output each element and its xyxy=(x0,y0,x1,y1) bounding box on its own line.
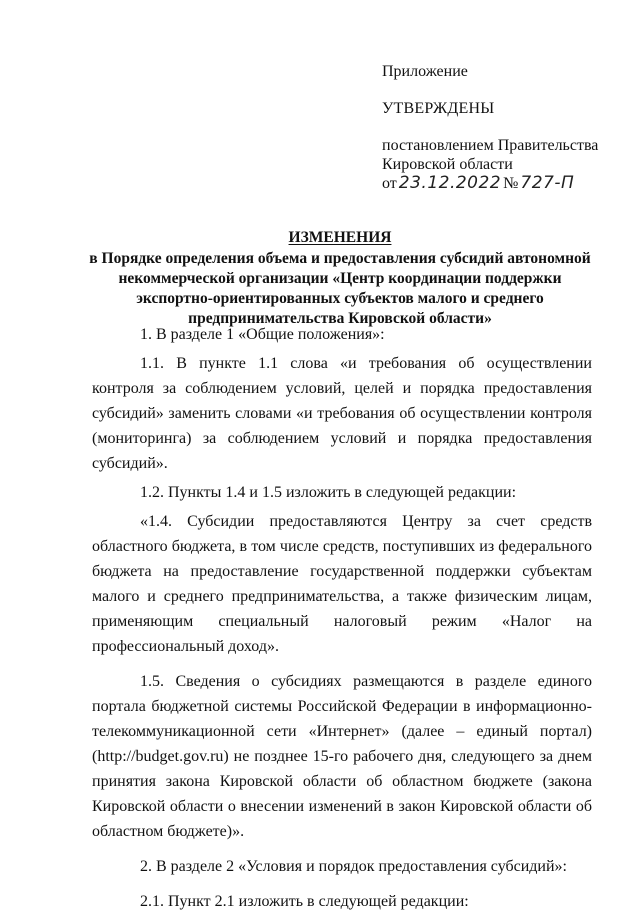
paragraph-1-5: 1.5. Сведения о субсидиях размещаются в разделе единого портала бюджетной системы Российской Федерации в информационно-телекоммуникационной сети «Интернет» (далее – единый портал) (http://budget.gov.ru) не позднее 15-го рабочего дня, следующего за днем принятия закона Кировской области об областном бюджете (закона Кировской области о внесении изменений в закон Кировской области об областном бюджете)». xyxy=(92,673,592,840)
resolution-date-row xyxy=(382,174,622,194)
title-line-4: предпринимательства Кировской области» xyxy=(188,310,492,327)
paragraph-2-1: 2.1. Пункт 2.1 изложить в следующей редакции: xyxy=(140,893,469,910)
paragraph-1-1: 1.1. В пункте 1.1 слова «и требования об осуществлении контроля за соблюдением условий, целей и порядка предоставления субсидий» заменить словами «и требования об осуществлении контроля (мониторинга) за соблюдением условий и порядка предоставления субсидий». xyxy=(92,355,592,472)
title-line-3: экспортно-ориентированных субъектов малого и среднего xyxy=(136,290,544,307)
title-main: ИЗМЕНЕНИЯ xyxy=(288,229,392,246)
resolution-line-2: Кировской области xyxy=(382,156,513,173)
paragraph-1-2: 1.2. Пункты 1.4 и 1.5 изложить в следующей редакции: xyxy=(140,484,517,501)
handwritten-date: 23.12.2022 xyxy=(398,173,502,193)
title-line-2: некоммерческой организации «Центр координации поддержки xyxy=(118,270,562,287)
title-line-1: в Порядке определения объема и предоставления субсидий автономной xyxy=(89,250,591,267)
appendix-label: Приложение xyxy=(382,63,468,80)
paragraph-2: 2. В разделе 2 «Условия и порядок предоставления субсидий»: xyxy=(140,858,567,875)
date-prefix: от xyxy=(382,175,397,192)
document-body xyxy=(92,322,592,914)
resolution-line-1: постановлением Правительства xyxy=(382,137,599,154)
handwritten-number: 727-П xyxy=(520,173,575,193)
approval-header xyxy=(382,62,622,194)
document-title xyxy=(60,228,620,329)
paragraph-1-4: «1.4. Субсидии предоставляются Центру за счет средств областного бюджета, в том числе средств, поступивших из федерального бюджета на предоставление государственной поддержки субъектам малого и среднего предпринимательства, а также физическим лицам, применяющим специальный налоговый режим «Налог на профессиональный доход». xyxy=(92,513,592,655)
number-sign: № xyxy=(503,175,519,192)
approved-label: УТВЕРЖДЕНЫ xyxy=(382,100,495,117)
paragraph-1: 1. В разделе 1 «Общие положения»: xyxy=(140,326,385,343)
